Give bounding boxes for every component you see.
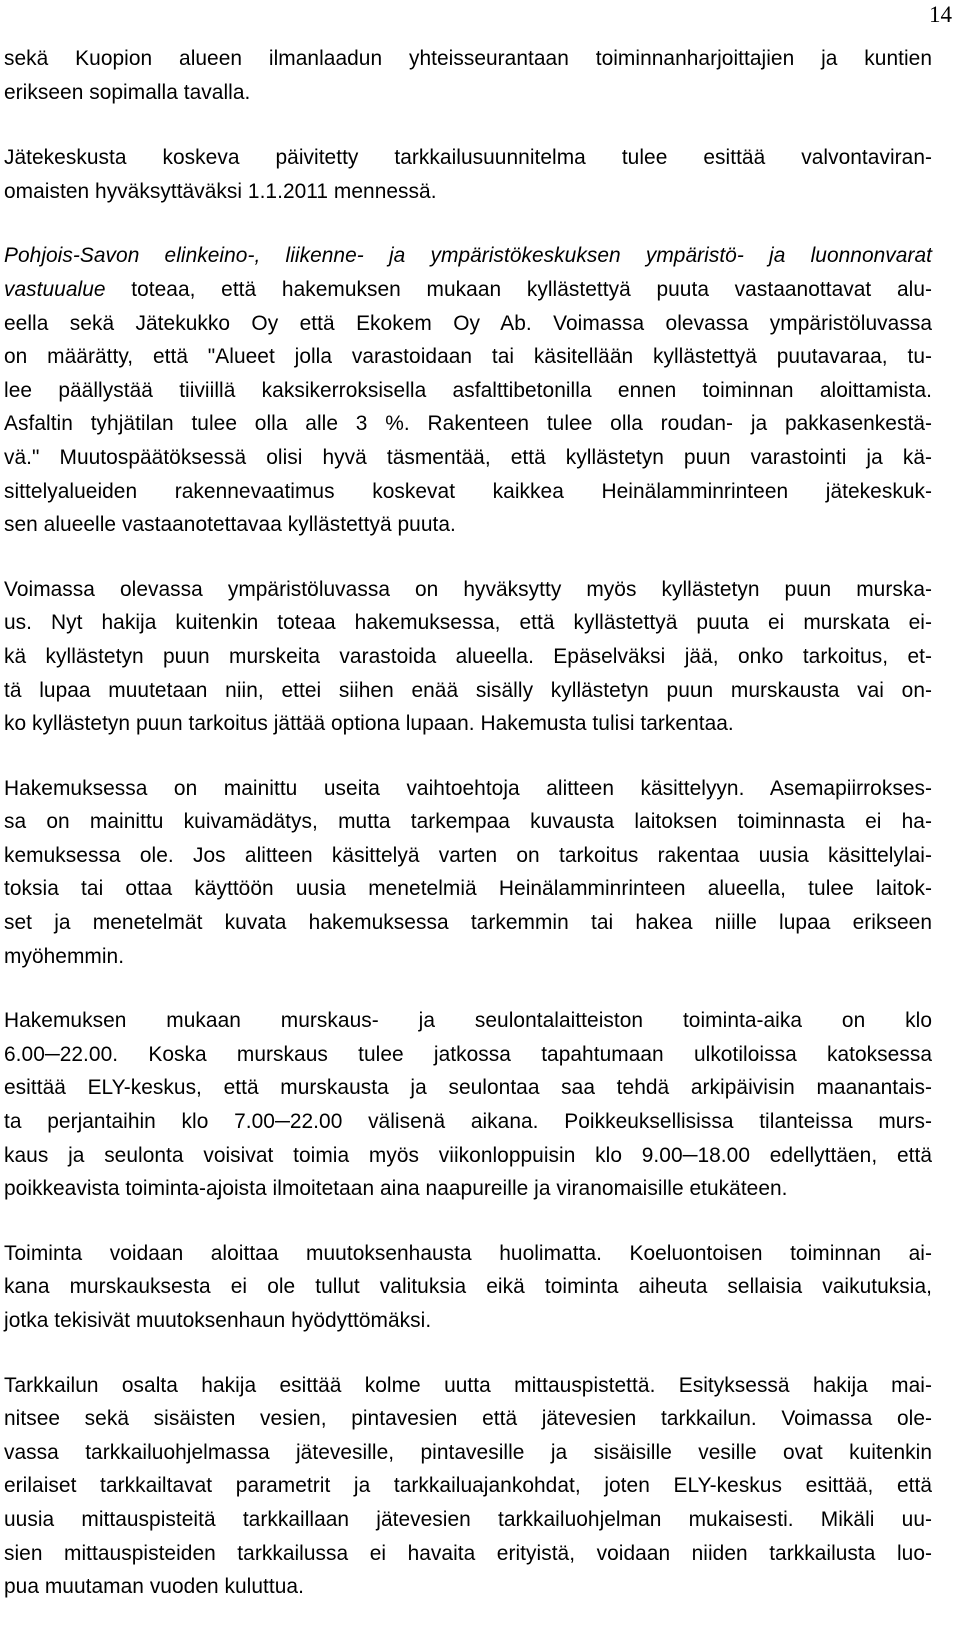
- text-line: Jätekeskusta koskeva päivitetty tarkkailusuunnitelma tulee esittää valvontaviran-: [4, 146, 932, 170]
- text-line: vä." Muutospäätöksessä olisi hyvä täsmentää, että kyllästetyn puun varastointi ja kä-: [4, 445, 932, 469]
- document-body: [4, 42, 932, 1635]
- text-line: erilaiset tarkkailtavat parametrit ja tarkkailuajankohdat, joten ELY-keskus esittää, että: [4, 1474, 932, 1498]
- text-line: kana murskauksesta ei ole tullut valituksia eikä toiminta aiheuta sellaisia vaikutuksia,: [4, 1275, 932, 1299]
- page-number: 14: [929, 2, 952, 27]
- text-line: sa on mainittu kuivamädätys, mutta tarkempaa kuvausta laitoksen toiminnasta ei ha-: [4, 810, 932, 834]
- text-line: eella sekä Jätekukko Oy että Ekokem Oy Ab. Voimassa olevassa ympäristöluvassa: [4, 311, 932, 335]
- text-line: kaus ja seulonta voisivat toimia myös viikonloppuisin klo 9.00─18.00 edellyttäen, että: [4, 1143, 932, 1167]
- text-line: sittelyalueiden rakennevaatimus koskevat kaikkea Heinälamminrinteen jätekeskuk-: [4, 479, 932, 503]
- text-line: us. Nyt hakija kuitenkin toteaa hakemuksessa, että kyllästettyä puuta ei murskata ei-: [4, 611, 932, 635]
- text-line: Tarkkailun osalta hakija esittää kolme uutta mittauspistettä. Esityksessä hakija mai-: [4, 1373, 932, 1397]
- text-line: erikseen sopimalla tavalla.: [4, 80, 251, 104]
- text-line: Toiminta voidaan aloittaa muutoksenhausta huolimatta. Koeluontoisen toiminnan ai-: [4, 1241, 932, 1265]
- paragraph-air-quality: [4, 42, 932, 109]
- paragraph-monitoring-plan: [4, 141, 932, 208]
- paragraph-measurement-points: [4, 1369, 932, 1604]
- text-line: set ja menetelmät kuvata hakemuksessa tarkemmin tai hakea niille lupaa erikseen: [4, 911, 932, 935]
- text-line: nitsee sekä sisäisten vesien, pintavesien että jätevesien tarkkailun. Voimassa ole-: [4, 1407, 932, 1431]
- text-line: sekä Kuopion alueen ilmanlaadun yhteisseurantaan toiminnanharjoittajien ja kuntien: [4, 47, 932, 70]
- text-line: kemuksessa ole. Jos alitteen käsittelyä varten on tarkoitus rakentaa uusia käsittelylai-: [4, 843, 932, 867]
- text-line: uusia mittauspisteitä tarkkaillaan jätevesien tarkkailuohjelman mukaisesti. Mikäli uu-: [4, 1507, 932, 1531]
- italic-term: vastuualue: [4, 277, 106, 301]
- paragraph-operating-hours: [4, 1004, 932, 1206]
- text-line-italic: Pohjois-Savon elinkeino-, liikenne- ja ympäristökeskuksen ympäristö- ja luonnonvarat: [4, 244, 932, 268]
- text-line: lee päällystää tiiviillä kaksikerroksisella asfalttibetonilla ennen toiminnan aloittamista.: [4, 378, 932, 402]
- text-line: Hakemuksessa on mainittu useita vaihtoehtoja alitteen käsittelyyn. Asemapiirrokses-: [4, 776, 932, 800]
- text-line: ta perjantaihin klo 7.00─22.00 välisenä aikana. Poikkeuksellisissa tilanteissa murs-: [4, 1110, 932, 1134]
- text-line: poikkeavista toiminta-ajoista ilmoitetaan aina naapureille ja viranomaisille etukäteen.: [4, 1177, 788, 1201]
- text-line: ko kyllästetyn puun tarkoitus jättää optiona lupaan. Hakemusta tulisi tarkentaa.: [4, 712, 734, 736]
- text-line: kä kyllästetyn puun murskeita varastoida alueella. Epäselväksi jää, onko tarkoitus, et-: [4, 644, 932, 668]
- text-line: myöhemmin.: [4, 944, 125, 968]
- text-line: [4, 273, 932, 307]
- paragraph-start-operations: [4, 1237, 932, 1338]
- text-line: tä lupaa muutetaan niin, ettei siihen enää sisälly kyllästetyn puun murskausta vai on-: [4, 678, 932, 702]
- text-fragment: toteaa, että hakemuksen mukaan kyllästettyä puuta vastaanottavat alu-: [105, 277, 932, 301]
- text-line: jotka tekisivät muutoksenhaun hyödyttömäksi.: [4, 1309, 432, 1332]
- paragraph-ely-statement: [4, 239, 932, 541]
- text-line: on määrätty, että "Alueet jolla varastoidaan tai käsitellään kyllästettyä puutavaraa, tu-: [4, 345, 932, 369]
- text-line: omaisten hyväksyttäväksi 1.1.2011 mennessä.: [4, 179, 437, 203]
- text-line: sen alueelle vastaanotettavaa kyllästettyä puuta.: [4, 513, 456, 537]
- text-line: Hakemuksen mukaan murskaus- ja seulontalaitteiston toiminta-aika on klo: [4, 1009, 932, 1033]
- text-line: Voimassa olevassa ympäristöluvassa on hyväksytty myös kyllästetyn puun murska-: [4, 577, 932, 601]
- text-line: sien mittauspisteiden tarkkailussa ei havaita erityistä, voidaan niiden tarkkailusta luo-: [4, 1541, 932, 1565]
- text-line: toksia tai ottaa käyttöön uusia menetelmiä Heinälamminrinteen alueella, tulee laitok-: [4, 877, 932, 901]
- paragraph-crushing: [4, 573, 932, 741]
- text-line: vassa tarkkailuohjelmassa jätevesille, pintavesille ja sisäisille vesille ovat kuitenkin: [4, 1440, 932, 1464]
- text-line: Asfaltin tyhjätilan tulee olla alle 3 %. Rakenteen tulee olla roudan- ja pakkasenkestä-: [4, 412, 932, 436]
- text-line: esittää ELY-keskus, että murskausta ja seulontaa saa tehdä arkipäivisin maanantais-: [4, 1076, 932, 1100]
- paragraph-underflow-processing: [4, 772, 932, 974]
- text-line: pua muutaman vuoden kuluttua.: [4, 1575, 304, 1599]
- text-line: 6.00─22.00. Koska murskaus tulee jatkossa tapahtumaan ulkotiloissa katoksessa: [4, 1042, 932, 1066]
